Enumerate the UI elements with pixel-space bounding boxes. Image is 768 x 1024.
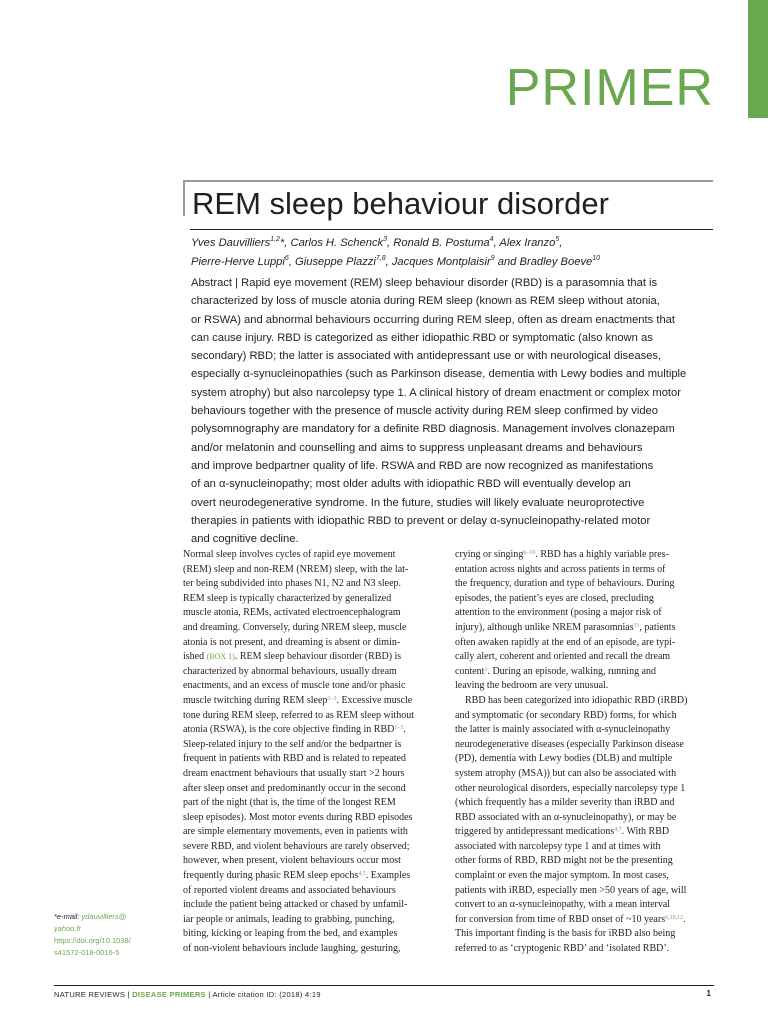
footer-series: DISEASE PRIMERS	[132, 990, 206, 999]
body-text: , patients	[639, 621, 676, 633]
body-line	[183, 752, 441, 767]
reference-citation[interactable]: 6,10,12	[665, 914, 684, 921]
title-rule	[183, 180, 713, 182]
body-text: Normal sleep involves cycles of rapid eye movement	[183, 549, 396, 560]
reference-citation[interactable]: 4,5	[358, 871, 366, 878]
body-line	[183, 563, 441, 578]
body-text: . RBD has a highly variable pres-	[535, 549, 669, 560]
footer	[54, 990, 321, 999]
reference-citation[interactable]: 1–3	[327, 695, 337, 702]
author-separator: and	[494, 256, 520, 268]
body-line	[455, 665, 713, 680]
body-text: crying or singing	[455, 549, 524, 560]
reference-citation[interactable]: 4,7	[614, 827, 622, 834]
body-text: referred to as ‘cryptogenic RBD’ and ‘isolated RBD’.	[455, 943, 670, 955]
footer-citation: | Article citation ID: (2018) 4:19	[205, 990, 321, 999]
doi-link-continued[interactable]: s41572-018-0016-5	[54, 948, 120, 957]
abstract	[191, 274, 721, 548]
body-text: Sleep-related injury to the self and/or the bedpartner is	[183, 738, 402, 750]
abstract-line: polysomnography are mandatory for a definite RBD diagnosis. Management involves clonazepam	[191, 423, 675, 436]
abstract-line: or RSWA) and abnormal behaviours occurring during REM sleep, often as dream enactments that	[191, 313, 675, 326]
body-text: muscle twitching during REM sleep	[183, 694, 328, 706]
abstract-line: therapies in patients with idiopathic RBD to prevent or delay α-synucleinopathy-related motor	[191, 514, 651, 527]
body-text: RBD has been categorized into idiopathic RBD (iRBD)	[455, 694, 688, 706]
title-corner-rule	[183, 180, 185, 216]
body-line	[183, 577, 441, 592]
body-text: .	[403, 724, 406, 736]
body-line	[183, 825, 441, 840]
body-line	[455, 898, 713, 913]
body-text: (REM) sleep and non-REM (NREM) sleep, with the lat-	[183, 563, 409, 575]
body-line	[455, 548, 713, 563]
author-name: Alex Iranzo	[499, 237, 556, 249]
author-affiliation: 6	[284, 255, 289, 262]
body-text: characterized by abnormal behaviours, usually dream	[183, 665, 397, 677]
body-text: leaving the bedroom are very unusual.	[455, 680, 609, 692]
body-text: biting, kicking or leaping from the bed, and examples	[183, 928, 398, 940]
body-column-right	[455, 548, 713, 957]
body-text: . During an episode, walking, running and	[487, 665, 657, 677]
body-text: ished	[183, 651, 207, 663]
body-text: episodes, the patient’s eyes are closed, precluding	[455, 592, 654, 604]
abstract-line: can cause injury. RBD is categorized as either idiopathic RBD or symptomatic (also known as	[191, 331, 653, 344]
body-line	[183, 592, 441, 607]
body-text: and symptomatic (or secondary RBD) forms, for which	[455, 709, 677, 721]
body-text: sleep episodes). Most motor events during RBD episodes	[183, 811, 413, 823]
abstract-line: especially α-synucleinopathies (such as Parkinson disease, dementia with Lewy bodies and multiple	[191, 368, 687, 381]
body-text: include the patient being attacked or chased by unfamil-	[183, 899, 408, 911]
body-text: the frequency, duration and type of behaviours. During	[455, 578, 675, 590]
body-text: content	[455, 665, 485, 677]
body-line	[455, 636, 713, 651]
abstract-line: system atrophy) but also narcolepsy type 1. A clinical history of dream enactment or complex motor	[191, 386, 681, 399]
body-text: iar people or animals, leading to grabbing, punching,	[183, 913, 395, 925]
body-text: (PD), dementia with Lewy bodies (DLB) and multiple	[455, 753, 673, 765]
body-text: enactments, and an excess of muscle tone and/or phasic	[183, 680, 406, 692]
body-text: frequent in patients with RBD and is related to repeated	[183, 753, 406, 765]
author-name: Yves Dauvilliers	[191, 237, 271, 249]
body-line	[183, 796, 441, 811]
body-line	[183, 694, 441, 709]
body-line	[455, 650, 713, 665]
body-text: however, when present, violent behaviours occur most	[183, 855, 401, 867]
author-affiliation: 3	[383, 236, 388, 243]
reference-citation[interactable]: 11	[633, 622, 640, 629]
author-list	[191, 234, 716, 272]
body-line	[455, 621, 713, 636]
body-text: frequently during phasic REM sleep epochs	[183, 870, 359, 882]
body-line	[183, 650, 441, 665]
abstract-line: secondary) RBD; the latter is associated with antidepressant use or with neurological diseases,	[191, 350, 662, 363]
body-line	[455, 694, 713, 709]
body-text: atonia (RSWA), is the core objective finding in RBD	[183, 724, 395, 736]
abstract-line: and/or melatonin and counselling and aims to suppress unpleasant dreams and behaviours	[191, 441, 643, 454]
body-text: . Excessive muscle	[336, 694, 413, 706]
author-name: Pierre-Herve Luppi	[191, 256, 285, 268]
body-line	[183, 767, 441, 782]
footer-journal: NATURE REVIEWS |	[54, 990, 133, 999]
author-affiliation: 4	[489, 236, 494, 243]
abstract-line: behaviours together with the presence of muscle activity during REM sleep confirmed by video	[191, 405, 659, 418]
body-line	[455, 884, 713, 899]
body-line	[183, 738, 441, 753]
body-line	[455, 782, 713, 797]
body-text: of reported violent dreams and associated behaviours	[183, 884, 396, 896]
box-reference[interactable]: (BOX 1)	[206, 652, 235, 662]
body-line	[183, 723, 441, 738]
reference-citation[interactable]: 1	[484, 666, 488, 673]
body-text: . Examples	[365, 870, 411, 882]
body-line	[455, 738, 713, 753]
body-text: REM sleep is typically characterized by generalized	[183, 592, 392, 604]
body-text: after sleep onset and predominantly occur in the second	[183, 782, 406, 794]
body-text: . With RBD	[621, 826, 670, 838]
body-line	[455, 913, 713, 928]
body-text: injury), although unlike NREM parasomnias	[455, 621, 634, 633]
body-text: (which frequently has a milder severity than iRBD and	[455, 797, 675, 809]
abstract-line: characterized by loss of muscle atonia during REM sleep (known as REM sleep without atonia,	[191, 295, 660, 308]
body-text: This important finding is the basis for iRBD also being	[455, 928, 676, 940]
correspondence-note	[54, 911, 158, 959]
author-name: Giuseppe Plazzi	[295, 256, 376, 268]
body-text: associated with narcolepsy type 1 and at times with	[455, 840, 661, 852]
footer-rule	[54, 985, 714, 986]
author-name: Bradley Boeve	[519, 256, 593, 268]
section-label: PRIMER	[505, 59, 714, 117]
author-affiliation: 5	[555, 236, 560, 243]
author-separator: ,	[387, 237, 394, 249]
body-line	[455, 869, 713, 884]
body-text: other neurological disorders, especially narcolepsy type 1	[455, 782, 686, 794]
body-line	[183, 782, 441, 797]
abstract-line: and cognitive decline.	[191, 533, 299, 546]
abstract-line: Abstract | Rapid eye movement (REM) sleep behaviour disorder (RBD) is a parasomnia that is	[191, 277, 658, 289]
email-link[interactable]: ydauvilliers@	[81, 912, 127, 921]
email-label: *e-mail:	[54, 912, 82, 921]
body-text: muscle atonia, REMs, activated electroencephalogram	[183, 607, 401, 619]
body-line	[183, 942, 441, 957]
body-line	[455, 840, 713, 855]
body-text: are simple elementary movements, even in patients with	[183, 826, 408, 838]
body-text: .	[683, 913, 686, 925]
body-text: entation across nights and across patients in terms of	[455, 563, 666, 575]
body-line	[183, 854, 441, 869]
body-line	[455, 563, 713, 578]
body-text: patients with iRBD, especially men >50 years of age, will	[455, 884, 687, 896]
body-line	[183, 665, 441, 680]
body-line	[183, 811, 441, 826]
page-number: 1	[706, 989, 711, 998]
author-name: Jacques Montplaisir	[391, 256, 491, 268]
body-text: complaint or even the major symptom. In most cases,	[455, 870, 669, 882]
body-line	[183, 927, 441, 942]
body-line	[183, 709, 441, 724]
body-text: part of the night (that is, the time of the longest REM	[183, 797, 396, 809]
body-line	[455, 592, 713, 607]
body-line	[183, 869, 441, 884]
body-line	[455, 854, 713, 869]
author-affiliation: 7,8	[375, 255, 386, 262]
body-line	[183, 548, 441, 563]
author-name: Ronald B. Postuma	[393, 237, 490, 249]
body-text: often awaken rapidly at the end of an episode, are typi-	[455, 636, 676, 648]
body-text: the latter is mainly associated with α-synucleinopathy	[455, 724, 671, 736]
author-affiliation: 9	[490, 255, 495, 262]
body-text: of non-violent behaviours include laughing, gesturing,	[183, 943, 401, 955]
author-affiliation: 10	[592, 255, 601, 262]
body-line	[455, 679, 713, 694]
body-line	[183, 840, 441, 855]
body-text: RBD associated with an α-synucleinopathy), or may be	[455, 811, 677, 823]
body-text: for conversion from time of RBD onset of ~10 years	[455, 913, 666, 925]
author-separator: ,	[288, 256, 296, 268]
body-text: cally alert, coherent and oriented and recall the dream	[455, 651, 671, 663]
body-line	[455, 825, 713, 840]
body-line	[455, 796, 713, 811]
body-text: convert to an α-synucleinopathy, with a mean interval	[455, 899, 671, 911]
body-text: severe RBD, and violent behaviours are rarely observed;	[183, 840, 410, 852]
body-text: dream enactment behaviours that usually start >2 hours	[183, 767, 405, 779]
body-line	[455, 709, 713, 724]
authors-rule	[190, 229, 713, 230]
author-separator: ,	[493, 237, 500, 249]
author-separator: ,	[385, 256, 392, 268]
article-title: REM sleep behaviour disorder	[192, 186, 609, 221]
body-text: triggered by antidepressant medications	[455, 826, 615, 838]
abstract-line: overt neurodegenerative syndrome. In the future, studies will likely evaluate neuroprotective	[191, 496, 645, 509]
body-text: system atrophy (MSA)) but can also be associated with	[455, 767, 677, 779]
body-text: neurodegenerative diseases (especially Parkinson disease	[455, 738, 684, 750]
author-separator: ,	[559, 237, 563, 249]
body-line	[455, 752, 713, 767]
author-name: Carlos H. Schenck	[290, 237, 384, 249]
body-text: tone during REM sleep, referred to as REM sleep without	[183, 709, 415, 721]
reference-citation[interactable]: 1–3	[394, 725, 404, 732]
abstract-line: of an α-synucleinopathy; most older adults with idiopathic RBD will eventually develop an	[191, 478, 631, 491]
body-line	[455, 723, 713, 738]
body-text: and dreaming. Conversely, during NREM sleep, muscle	[183, 621, 407, 633]
section-color-bar	[748, 0, 768, 118]
body-line	[455, 577, 713, 592]
email-link-continued[interactable]: yahoo.fr	[54, 924, 82, 933]
body-line	[183, 606, 441, 621]
body-line	[455, 811, 713, 826]
body-line	[183, 913, 441, 928]
author-separator: *,	[279, 237, 291, 249]
body-text: other forms of RBD, RBD might not be the presenting	[455, 855, 673, 867]
body-text: attention to the environment (posing a major risk of	[455, 607, 662, 619]
body-line	[455, 942, 713, 957]
body-line	[455, 606, 713, 621]
body-line	[183, 679, 441, 694]
body-text: atonia is not present, and dreaming is absent or dimin-	[183, 636, 401, 648]
body-column-left	[183, 548, 441, 957]
body-line	[183, 636, 441, 651]
body-line	[455, 767, 713, 782]
doi-link[interactable]: https://doi.org/10.1038/	[54, 936, 131, 945]
body-text: ter being subdivided into phases N1, N2 and N3 sleep.	[183, 578, 402, 590]
body-line	[183, 898, 441, 913]
reference-citation[interactable]: 6–10	[523, 550, 536, 556]
body-line	[183, 621, 441, 636]
body-line	[183, 884, 441, 899]
author-affiliation: 1,2	[270, 236, 280, 243]
body-line	[455, 927, 713, 942]
body-text: . REM sleep behaviour disorder (RBD) is	[234, 651, 402, 663]
abstract-line: and improve bedpartner quality of life. RSWA and RBD are now recognized as manifestations	[191, 459, 654, 472]
